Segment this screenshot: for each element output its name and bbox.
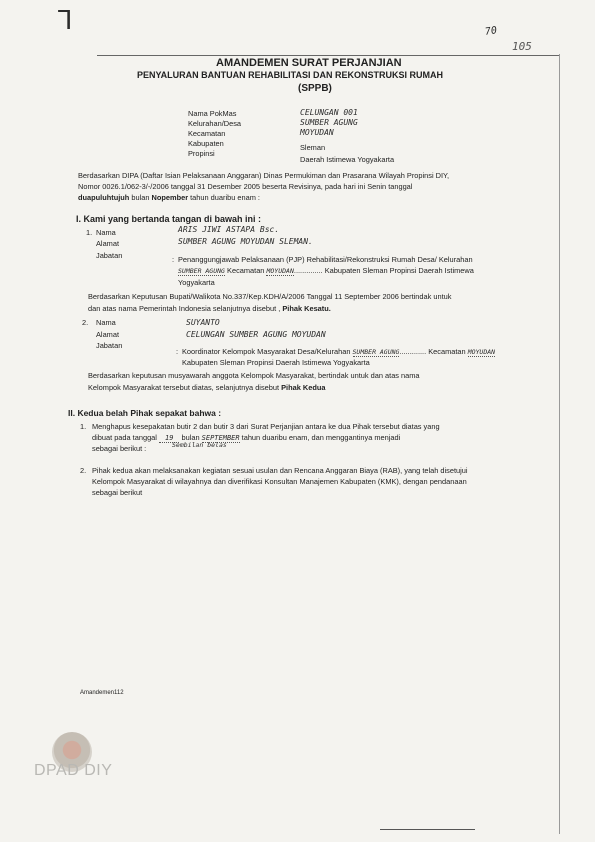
item1-line1: Menghapus kesepakatan butir 2 dan butir 3 dari Surat Perjanjian antara ke dua Pihak tersebut diatas yang (92, 422, 440, 431)
info-label: Kecamatan (188, 129, 226, 138)
title-line1: AMANDEMEN SURAT PERJANJIAN (216, 57, 402, 69)
reference-note: 70 (484, 25, 498, 38)
item-text: dibuat pada tanggal (92, 433, 157, 442)
party1-position-line1: Penanggungjawab Pelaksanaan (PJP) Rehabilitasi/Rekonstruksi Rumah Desa/ Kelurahan (178, 255, 473, 264)
decree-text: Kelompok Masyarakat tersebut diatas, selanjutnya disebut (88, 383, 282, 392)
watermark: DPAD DIY (34, 762, 113, 779)
kecamatan-label: Kecamatan (428, 347, 466, 356)
party2-address: CELUNGAN SUMBER AGUNG MOYUDAN (186, 330, 326, 339)
intro-line1: Berdasarkan DIPA (Daftar Isian Pelaksanaan Anggaran) Dinas Permukiman dan Prasarana Wilayah Propinsi DIY, (78, 171, 450, 180)
info-label: Kabupaten (188, 139, 224, 148)
intro-day: duapuluhtujuh (78, 193, 130, 202)
party1-name-label: Nama (96, 228, 116, 237)
item2-line3: sebagai berikut (92, 488, 143, 497)
party2-name: SUYANTO (186, 318, 220, 327)
document-code: Amandemen112 (80, 690, 124, 696)
section2-heading: II. Kedua belah Pihak sepakat bahwa : (68, 408, 222, 418)
party1-designation: Pihak Kesatu. (282, 304, 331, 313)
party2-decree-line1: Berdasarkan keputusan musyawarah anggota Kelompok Masyarakat, bertindak untuk dan atas nama (88, 371, 420, 380)
item1-month: SEPTEMBER (201, 434, 240, 442)
party2-decree-line2 (88, 383, 325, 392)
info-value: SUMBER AGUNG (300, 118, 358, 127)
party1-position-line3: Yogyakarta (178, 278, 215, 287)
intro-line3 (78, 193, 260, 202)
info-label: Propinsi (188, 149, 215, 158)
item-text: tahun duaribu enam, dan menggantinya menjadi (241, 433, 401, 442)
party1-position-label: Jabatan (96, 251, 123, 260)
item1-handwritten-date: Sembilan belas (172, 441, 227, 449)
page-number: 105 (512, 40, 532, 53)
party1-decree-line1: Berdasarkan Keputusan Bupati/Walikota No.337/Kep.KDH/A/2006 Tanggal 11 September 2006 bertindak untuk (88, 292, 452, 301)
header-rule (97, 55, 559, 56)
party2-position-line1: Koordinator Kelompok Masyarakat Desa/Kelurahan SUMBER AGUNG............. Kecamatan MOYUDAN (182, 347, 496, 356)
item2-line2: Kelompok Masyarakat di wilayahnya dan diverifikasi Konsultan Manajemen Kabupaten (KMK), dengan pendanaan (92, 477, 467, 486)
party2-position-line2: Kabupaten Sleman Propinsi Daerah Istimewa Yogyakarta (182, 358, 370, 367)
party1-village: SUMBER AGUNG (178, 267, 225, 275)
info-value: CELUNGAN 001 (300, 108, 358, 117)
item2-line1: Pihak kedua akan melaksanakan kegiatan sesuai usulan dan Rencana Anggaran Biaya (RAB), yang telah disetujui (92, 466, 468, 475)
decree-text: dan atas nama Pemerintah Indonesia selanjutnya disebut , (88, 304, 283, 313)
party2-designation: Pihak Kedua (281, 383, 326, 392)
item2-number: 2. (80, 466, 87, 475)
party2-number: 2. (82, 318, 89, 327)
party2-district: MOYUDAN (467, 348, 496, 356)
item-text: bulan (181, 433, 200, 442)
section1-heading: I. Kami yang bertanda tangan di bawah ini : (76, 214, 262, 224)
party1-address: SUMBER AGUNG MOYUDAN SLEMAN. (178, 237, 313, 246)
right-border (559, 54, 560, 834)
party1-position-line2: SUMBER AGUNG Kecamatan MOYUDAN.............. Kabupaten Sleman Propinsi Daerah Istimewa (178, 266, 474, 275)
kecamatan-label: Kecamatan (227, 266, 265, 275)
party1-decree-line2 (88, 304, 331, 313)
party2-village: SUMBER AGUNG (352, 348, 400, 356)
colon: : (172, 255, 175, 264)
info-value: Daerah Istimewa Yogyakarta (300, 155, 395, 164)
party2-address-label: Alamat (96, 330, 120, 339)
party1-number: 1. (86, 228, 93, 237)
info-value: MOYUDAN (300, 128, 334, 137)
item1-line3: sebagai berikut : (92, 444, 147, 453)
footer-rule (380, 829, 475, 830)
party1-address-label: Alamat (96, 239, 120, 248)
colon: : (176, 347, 179, 356)
info-value: Sleman (300, 143, 326, 152)
party1-district: MOYUDAN (266, 267, 294, 275)
intro-text: tahun duaribu enam : (188, 193, 260, 202)
item1-date: 19 (159, 434, 179, 443)
position-text: Koordinator Kelompok Masyarakat Desa/Kelurahan (182, 347, 351, 356)
item1-number: 1. (80, 422, 87, 431)
item1-line2 (92, 433, 400, 443)
intro-month: Nopember (151, 193, 189, 202)
party1-regency: Kabupaten Sleman Propinsi Daerah Istimewa (324, 266, 474, 275)
info-label: Kelurahan/Desa (188, 119, 242, 128)
party2-name-label: Nama (96, 318, 116, 327)
intro-line2: Nomor 0026.1/062-3/-/2006 tanggal 31 Desember 2005 beserta Revisinya, pada hari ini Senin tanggal (78, 182, 413, 191)
title-line2: PENYALURAN BANTUAN REHABILITASI DAN REKONSTRUKSI RUMAH (137, 70, 444, 80)
corner-mark: ꓶ (58, 6, 73, 36)
title-line3: (SPPB) (298, 83, 332, 94)
intro-text: bulan (129, 193, 152, 202)
party1-name: ARIS JIWI ASTAPA Bsc. (178, 225, 280, 234)
party2-position-label: Jabatan (96, 341, 123, 350)
info-label: Nama PokMas (188, 109, 237, 118)
